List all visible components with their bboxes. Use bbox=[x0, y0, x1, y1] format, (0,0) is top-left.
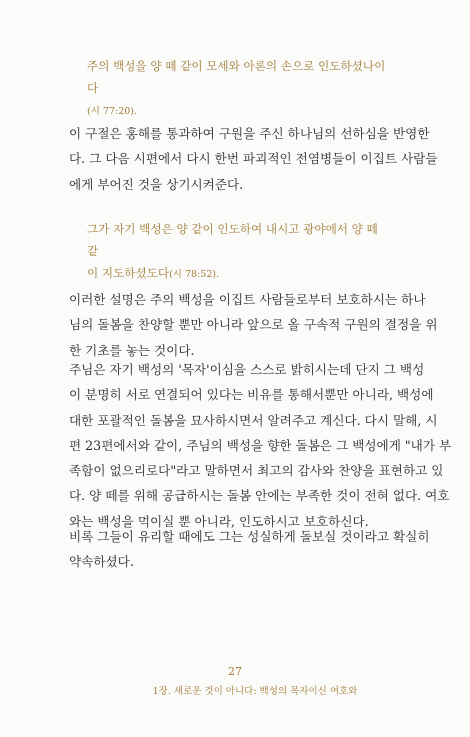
quote-reference: (시 77:20). bbox=[87, 106, 138, 117]
body-paragraph bbox=[69, 287, 438, 363]
quote-text-line: 이 지도하셨도다 bbox=[87, 266, 170, 280]
paragraph-line: 주님은 자기 백성의 '목자'이심을 스스로 밝히시는데 단지 그 백성 bbox=[69, 362, 425, 377]
quote-text: 주의 백성을 양 떼 같이 모세와 아론의 손으로 인도하셨나이다 bbox=[87, 59, 386, 95]
block-quote-psalm-78 bbox=[87, 218, 387, 286]
body-paragraph bbox=[69, 357, 452, 534]
paragraph-line: 님의 돌봄을 찬양할 뿐만 아니라 앞으로 올 구속적 구원의 결정을 위 bbox=[69, 317, 438, 333]
quote-reference: (시 78:52). bbox=[169, 269, 220, 280]
paragraph-line: 이 구절은 홍해를 통과하여 구원을 주신 하나님의 선하심을 반영한 bbox=[69, 126, 430, 141]
paragraph-line: 약속하셨다. bbox=[69, 554, 134, 570]
paragraph-line: 에게 부어진 것을 상기시켜준다. bbox=[69, 176, 244, 192]
paragraph-line: 이 분명히 서로 연결되어 있다는 비유를 통해서뿐만 아니라, 백성에 bbox=[69, 387, 434, 403]
running-footer-title: 1장. 새로운 것이 아니다: 백성의 목자이신 여호와 bbox=[152, 686, 358, 697]
body-paragraph bbox=[69, 121, 438, 197]
paragraph-line: 족함이 없으리로다"라고 말하면서 최고의 감사와 찬양을 표현하고 있 bbox=[69, 463, 444, 479]
paragraph-line: 와는 백성을 먹이실 뿐 아니라, 인도하시고 보호하신다. bbox=[69, 513, 369, 529]
quote-text-line: 그가 자기 백성은 양 같이 인도하여 내시고 광야에서 양 떼 같 bbox=[87, 222, 378, 258]
paragraph-line: 한 기초를 놓는 것이다. bbox=[69, 342, 195, 358]
body-paragraph bbox=[69, 524, 430, 575]
paragraph-line: 대한 포괄적인 돌봄을 묘사하시면서 알려주고 계신다. 다시 말해, 시 bbox=[69, 412, 438, 428]
paragraph-line: 비록 그들이 유리할 때에도 그는 성실하게 돌보실 것이라고 확실히 bbox=[69, 529, 430, 544]
page-number: 27 bbox=[228, 665, 242, 678]
block-quote-psalm-77 bbox=[87, 55, 387, 123]
paragraph-line: 이러한 설명은 주의 백성을 이집트 사람들로부터 보호하시는 하나 bbox=[69, 292, 426, 307]
paragraph-line: 편 23편에서와 같이, 주님의 백성을 향한 돌봄은 그 백성에게 "내가 부 bbox=[69, 437, 452, 453]
paragraph-line: 다. 양 떼를 위해 공급하시는 돌봄 안에는 부족한 것이 전혀 없다. 여호 bbox=[69, 488, 450, 504]
paragraph-line: 다. 그 다음 시편에서 다시 한번 파괴적인 전염병들이 이집트 사람들 bbox=[69, 151, 438, 167]
